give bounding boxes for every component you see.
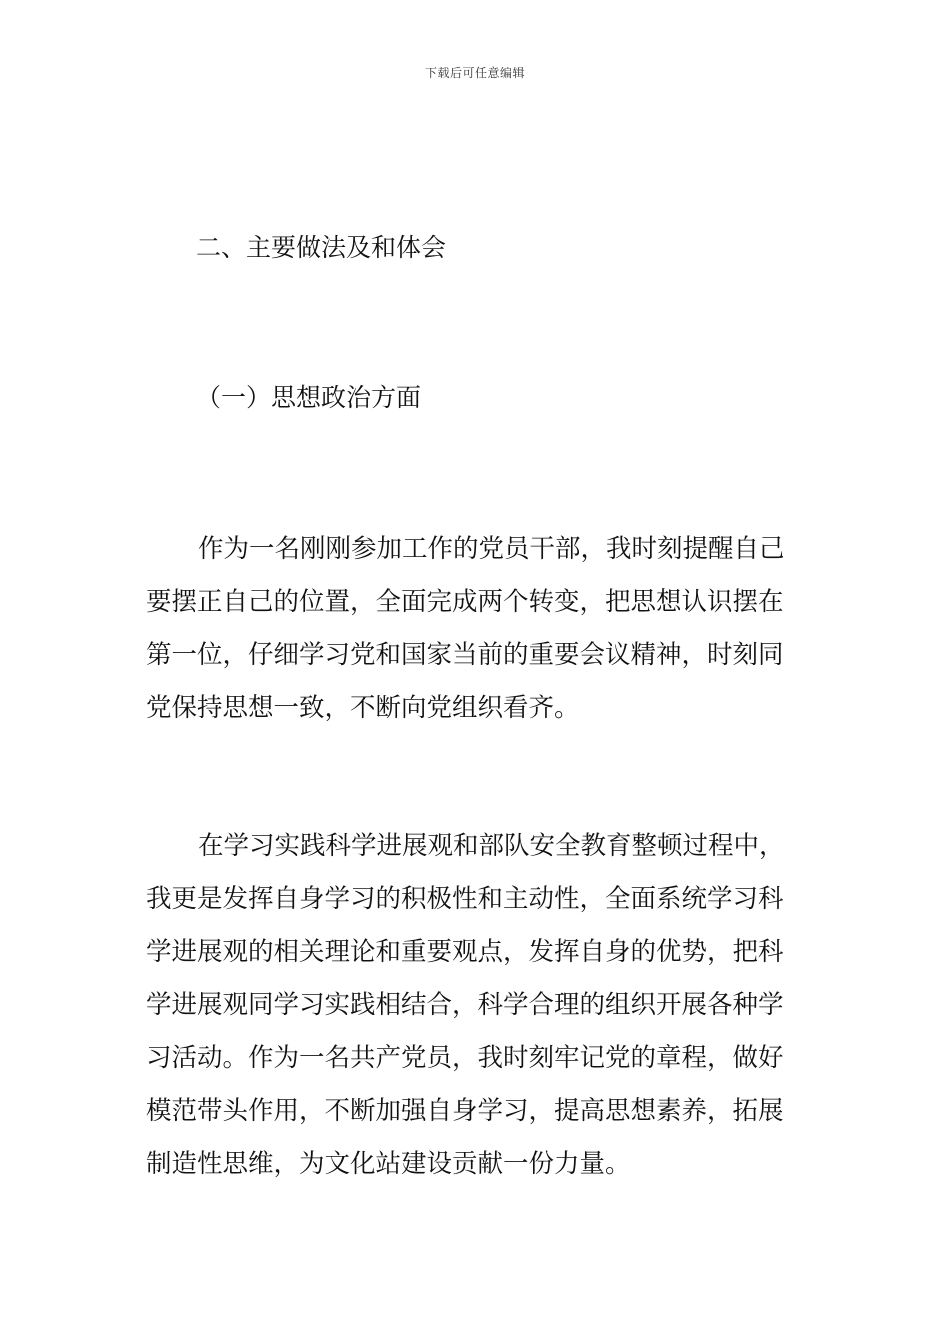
paragraph-line: 要摆正自己的位置，全面完成两个转变，把思想认识摆在: [146, 587, 784, 617]
section-heading: 二、主要做法及和体会: [196, 233, 447, 262]
paragraph-line: 作为一名刚刚参加工作的党员干部，我时刻提醒自己: [198, 534, 785, 564]
paragraph-2: [146, 820, 810, 1191]
paragraph-line: 在学习实践科学进展观和部队安全教育整顿过程中，: [198, 831, 785, 861]
paragraph-line: 模范带头作用，不断加强自身学习，提高思想素养，拓展: [146, 1096, 784, 1126]
paragraph-line: 党保持思想一致，不断向党组织看齐。: [146, 693, 580, 723]
paragraph-line: 我更是发挥自身学习的积极性和主动性，全面系统学习科: [146, 884, 784, 914]
subsection-heading: （一）思想政治方面: [196, 383, 422, 412]
paragraph-line: 第一位，仔细学习党和国家当前的重要会议精神，时刻同: [146, 640, 784, 670]
paragraph-line: 学进展观同学习实践相结合，科学合理的组织开展各种学: [146, 990, 784, 1020]
paragraph-1: [146, 523, 810, 735]
paragraph-line: 习活动。作为一名共产党员，我时刻牢记党的章程，做好: [146, 1043, 784, 1073]
paragraph-line: 制造性思维，为文化站建设贡献一份力量。: [146, 1149, 631, 1179]
paragraph-line: 学进展观的相关理论和重要观点，发挥自身的优势，把科: [146, 937, 784, 967]
page-header: 下载后可任意编辑: [424, 66, 525, 80]
